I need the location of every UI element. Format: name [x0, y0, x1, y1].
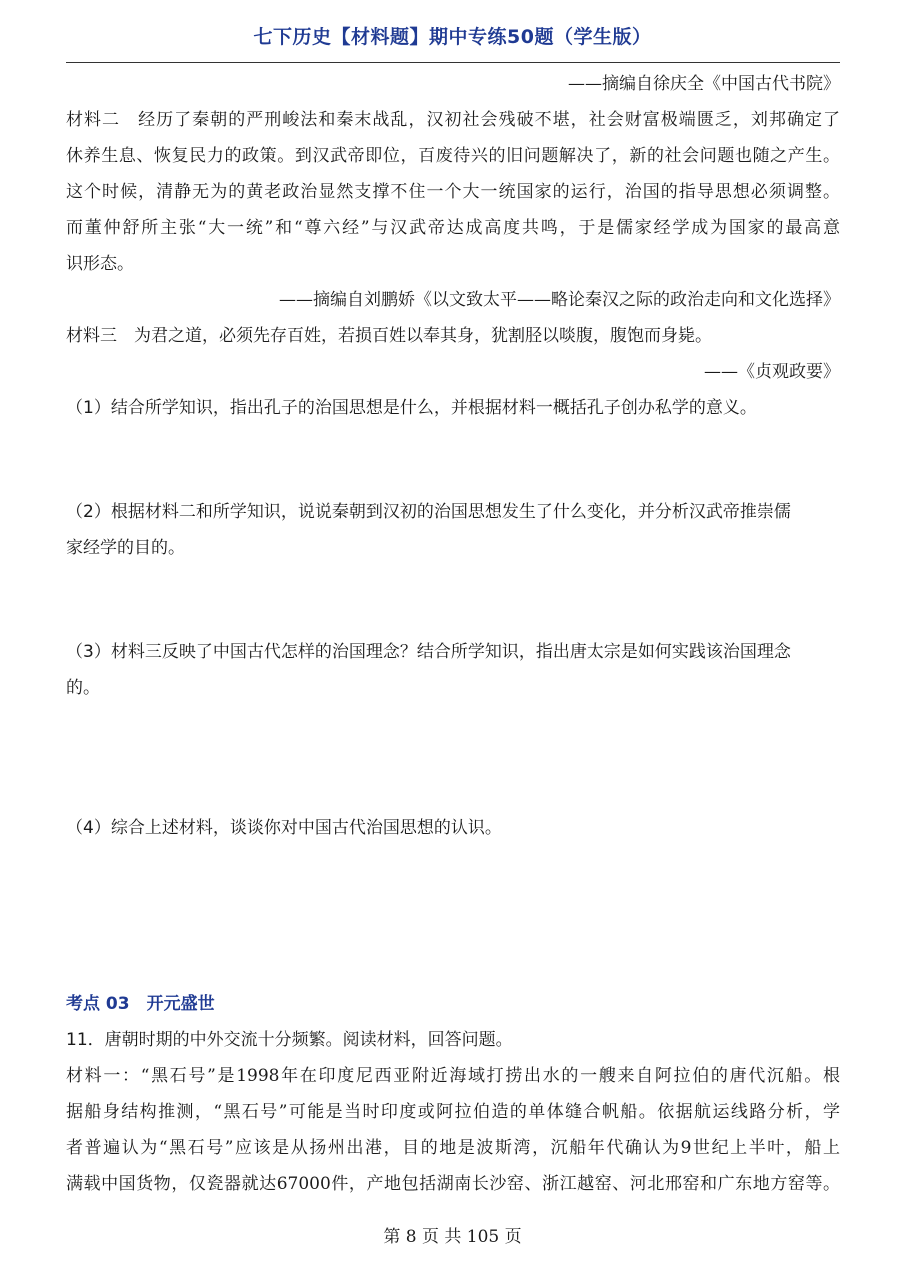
q11-material1-paragraph [66, 1058, 840, 1202]
material2-line: 休养生息、恢复民力的政策。到汉武帝即位，百废待兴的旧问题解决了，新的社会问题也随之产生。 [66, 146, 840, 166]
answer-space-1 [66, 426, 840, 494]
page-footer: 第 8 页 共 105 页 [383, 1227, 522, 1247]
question-11-stem: 11．唐朝时期的中外交流十分频繁。阅读材料，回答问题。 [66, 1030, 513, 1050]
header-divider [66, 62, 840, 63]
page-content [66, 66, 840, 1202]
material2-line: 而董仲舒所主张“大一统”和“尊六经”与汉武帝达成高度共鸣，于是儒家经学成为国家的最高意 [66, 218, 840, 238]
material2-source: ——摘编自刘鹏娇《以文致太平——略论秦汉之际的政治走向和文化选择》 [279, 290, 840, 310]
material1-source: ——摘编自徐庆全《中国古代书院》 [568, 74, 840, 94]
material2-line: 识形态。 [66, 254, 134, 274]
material3-text: 材料三 为君之道，必须先存百姓，若损百姓以奉其身，犹割胫以啖腹，腹饱而身毙。 [66, 326, 712, 346]
document-header-title: 七下历史【材料题】期中专练50题（学生版） [253, 26, 652, 48]
material2-paragraph [66, 102, 840, 282]
q11-material1-line: 据船身结构推测，“黑石号”可能是当时印度或阿拉伯造的单体缝合帆船。依据航运线路分析，学 [66, 1102, 840, 1122]
q11-material1-line: 满载中国货物，仅瓷器就达67000件，产地包括湖南长沙窑、浙江越窑、河北邢窑和广东地方窑等。 [66, 1174, 840, 1194]
question-2-line: 家经学的目的。 [66, 538, 185, 558]
answer-space-4 [66, 846, 840, 986]
section-heading: 考点 03 开元盛世 [66, 994, 215, 1014]
answer-space-2 [66, 566, 840, 634]
question-4: （4）综合上述材料，谈谈你对中国古代治国思想的认识。 [66, 818, 502, 838]
question-1: （1）结合所学知识，指出孔子的治国思想是什么，并根据材料一概括孔子创办私学的意义。 [66, 398, 757, 418]
material2-line: 这个时候，清静无为的黄老政治显然支撑不住一个大一统国家的运行，治国的指导思想必须调整。 [66, 182, 840, 202]
question-3-line: （3）材料三反映了中国古代怎样的治国理念？结合所学知识，指出唐太宗是如何实践该治国理念 [66, 642, 791, 662]
q11-material1-line: 材料一：“黑石号”是1998年在印度尼西亚附近海域打捞出水的一艘来自阿拉伯的唐代沉船。根 [66, 1066, 840, 1086]
question-3-line: 的。 [66, 678, 100, 698]
answer-space-3 [66, 706, 840, 810]
q11-material1-line: 者普遍认为“黑石号”应该是从扬州出港，目的地是波斯湾，沉船年代确认为9世纪上半叶，船上 [66, 1138, 840, 1158]
question-2-line: （2）根据材料二和所学知识，说说秦朝到汉初的治国思想发生了什么变化，并分析汉武帝推崇儒 [66, 502, 791, 522]
material3-source: ——《贞观政要》 [704, 362, 840, 382]
material2-line: 材料二 经历了秦朝的严刑峻法和秦末战乱，汉初社会残破不堪，社会财富极端匮乏，刘邦确定了 [66, 110, 840, 130]
